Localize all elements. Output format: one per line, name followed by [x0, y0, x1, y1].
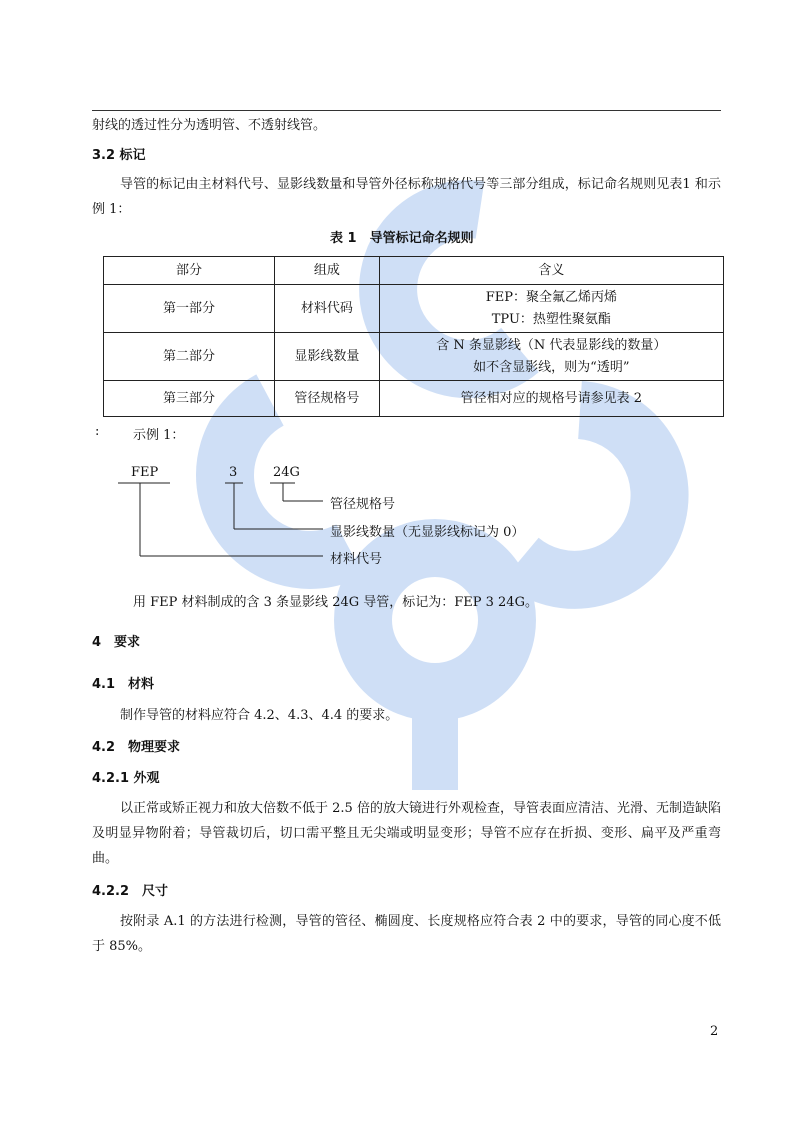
- code-radiopaque-count: 3: [229, 465, 238, 480]
- code-size: 24G: [273, 465, 300, 480]
- table-cell-part: 第二部分: [104, 333, 275, 381]
- meaning-line: 含 N 条显影线（N 代表显影线的数量）: [436, 337, 667, 353]
- section-4-2-2-heading: 4.2.2 尺寸: [92, 884, 169, 899]
- callout-material: 材料代号: [330, 552, 383, 567]
- meaning-line: 如不含显影线，则为“透明”: [473, 359, 630, 375]
- intro-line: 射线的透过性分为透明管、不透射线管。: [92, 118, 327, 133]
- section-4-2-heading: 4.2 物理要求: [92, 740, 181, 755]
- section-3-2-body: 导管的标记由主材料代号、显影线数量和导管外径标称规格代号等三部分组成，标记命名规则见表1 和示例 1：: [92, 177, 721, 217]
- table-header-cell: 含义: [379, 257, 723, 285]
- table-header-cell: 部分: [104, 257, 275, 285]
- table-cell-composition: 管径规格号: [275, 381, 380, 417]
- table-cell-part: 第一部分: [104, 285, 275, 333]
- callout-radiopaque-count: 显影线数量（无显影线标记为 0）: [330, 525, 525, 540]
- callout-size: 管径规格号: [330, 497, 396, 512]
- code-material: FEP: [131, 465, 159, 480]
- example-label: 示例 1：: [133, 428, 185, 443]
- meaning-line: FEP：聚全氟乙烯丙烯: [485, 289, 617, 305]
- section-4-2-2-body: 按附录 A.1 的方法进行检测，导管的管径、椭圆度、长度规格应符合表 2 中的要求，导管的同心度不低于 85%。: [92, 914, 721, 954]
- section-4-1-body: 制作导管的材料应符合 4.2、4.3、4.4 的要求。: [120, 708, 399, 723]
- table-cell-part: 第三部分: [104, 381, 275, 417]
- table-cell-composition: 显影线数量: [275, 333, 380, 381]
- table-header-cell: 组成: [275, 257, 380, 285]
- example-prefix: :: [95, 424, 100, 439]
- table-cell-composition: 材料代码: [275, 285, 380, 333]
- section-4-2-1-body: 以正常或矫正视力和放大倍数不低于 2.5 倍的放大镜进行外观检查，导管表面应清洁、光滑、无制造缺陷及明显异物附着；导管裁切后，切口需平整且无尖端或明显变形；导管不应存在折损、变形、扁平及严重弯曲。: [92, 801, 721, 866]
- section-4-2-1-heading: 4.2.1 外观: [92, 771, 160, 786]
- page-number: 2: [710, 1024, 719, 1039]
- section-3-2-heading: 3.2 标记: [92, 148, 146, 163]
- section-4-heading: 4 要求: [92, 635, 141, 650]
- meaning-line: 管径相对应的规格号请参见表 2: [460, 390, 643, 406]
- example-caption: 用 FEP 材料制成的含 3 条显影线 24G 导管，标记为：FEP 3 24G。: [133, 595, 538, 610]
- section-4-1-heading: 4.1 材料: [92, 677, 155, 692]
- meaning-line: TPU：热塑性聚氨酯: [491, 311, 611, 327]
- table-1-caption: 表 1 导管标记命名规则: [330, 231, 474, 246]
